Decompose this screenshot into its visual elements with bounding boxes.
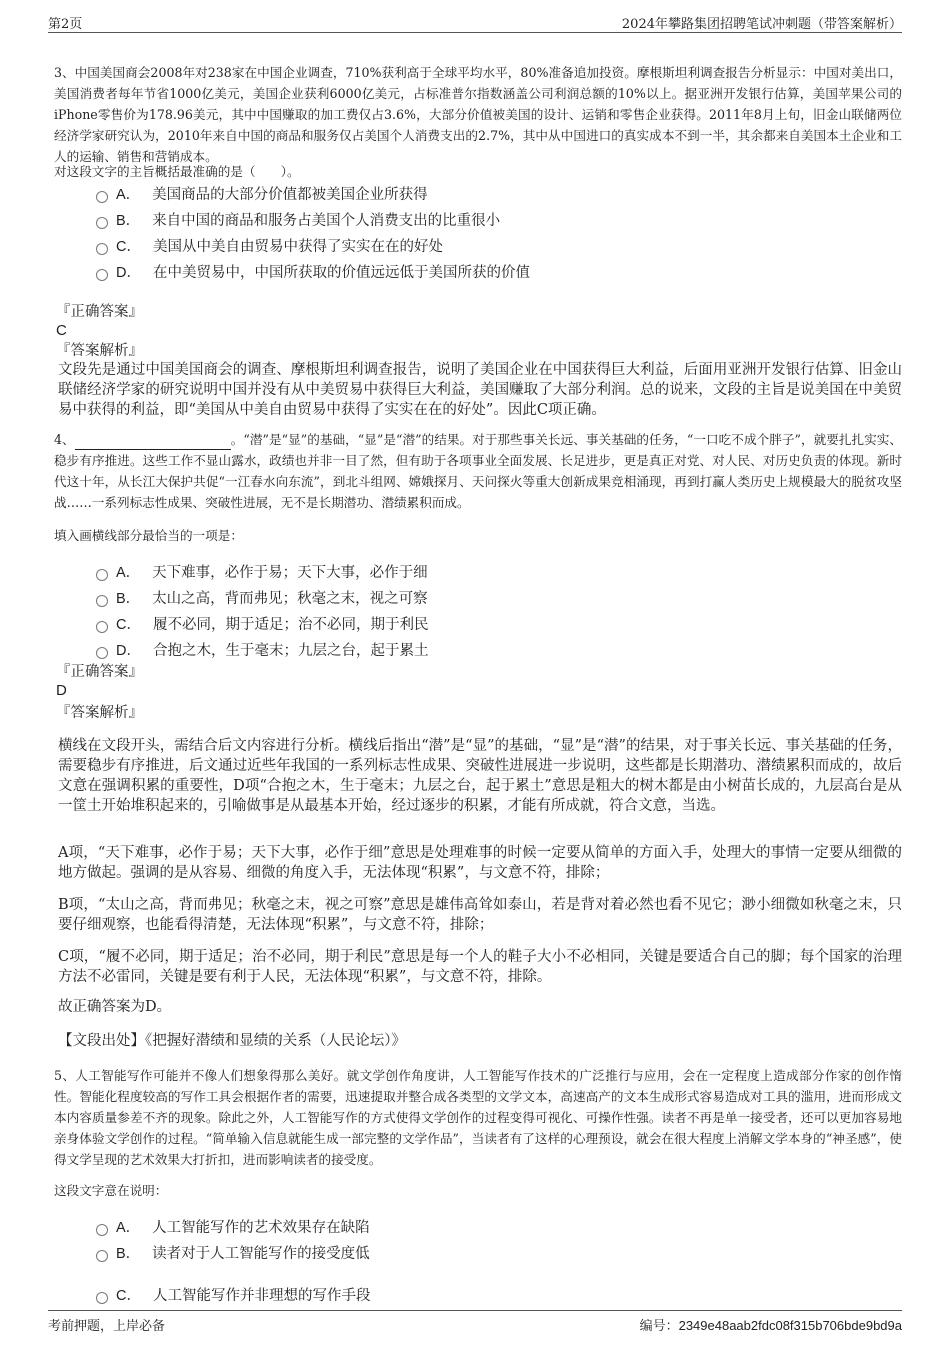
fill-blank (75, 435, 231, 450)
radio-icon[interactable] (96, 595, 108, 607)
q3-prompt: 对这段文字的主旨概括最准确的是（ ）。 (54, 164, 300, 179)
q4-source: 【文段出处】《把握好潜绩和显绩的关系（人民论坛）》 (58, 1033, 406, 1049)
q4-analysis-c: C项，“履不必同，期于适足；治不必同，期于利民”意思是每一个人的鞋子大小不必相同，关键是要适合自己的脚；每个国家的治理方法不必雷同，关键是要有利于人民，无法体现“积累”，与文意不符，排除。 (58, 949, 902, 985)
radio-icon[interactable] (96, 191, 108, 203)
q5-option-b[interactable]: B． 读者对于人工智能写作的接受度低 (96, 1239, 370, 1265)
q4-analysis-main: 横线在文段开头，需结合后文内容进行分析。横线后指出“潜”是“显”的基础，“显”是“潜”的结果，对于事关长远、事关基础的任务，需要稳步有序推进，后文通过近些年我国的一系列标志性成果、突破性进展进一步说明，这些都是长期潜功、潜绩累积而成的，故后文意在强调积累的重要性，D项“合抱之木，生于毫末；九层之台，起于累土”意思是粗大的树木都是由小树苗长成的，九层高台是从一筐土开始堆积起来的，引喻做事是从最基本开始，经过逐步的积累，才能有所成就，符合文意，当选。 (58, 738, 902, 814)
q3-option-d[interactable]: D． 在中美贸易中，中国所获取的价值远远低于美国所获的价值 (96, 258, 530, 284)
q5-option-c[interactable]: C． 人工智能写作并非理想的写作手段 (96, 1281, 370, 1307)
radio-icon[interactable] (96, 217, 108, 229)
q5-stem: 5、人工智能写作可能并不像人们想象得那么美好。就文学创作角度讲，人工智能写作技术的广泛推行与应用，会在一定程度上造成部分作家的创作惰性。智能化程度较高的写作工具会根据作者的需要，迅速提取并整合成各类型的文学文本，高速高产的文本生成形式容易造成对工具的滥用，进而形成文本内容质量参差不齐的现象。除此之外，人工智能写作的方式使得文学创作的过程变得可视化、可操作性强。读者不再是单一接受者，还可以更加容易地亲身体验文学创作的过程。“简单输入信息就能生成一部完整的文学作品”，当读者有了这样的心理预设，就会在很大程度上消解文学本身的“神圣感”，使得文学呈现的艺术效果大打折扣，进而影响读者的接受度。 (54, 1068, 902, 1167)
q4-options (96, 558, 428, 662)
q4-option-a[interactable]: A． 天下难事，必作于易；天下大事，必作于细 (96, 558, 428, 584)
document-title: 2024年攀路集团招聘笔试冲刺题（带答案解析） (621, 17, 902, 32)
q5-options (96, 1213, 370, 1265)
q3-options (96, 180, 530, 284)
q3-answer-label: 『正确答案』 (56, 304, 143, 320)
q4-analysis-b: B项，“太山之高，背而弗见；秋毫之末，视之可察”意思是雄伟高耸如泰山，若是背对着必然也看不见它；渺小细微如秋毫之末，只要仔细观察，也能看得清楚，无法体现“积累”，与文意不符，排除； (58, 897, 902, 933)
footer-slogan: 考前押题，上岸必备 (48, 1319, 166, 1334)
radio-icon[interactable] (96, 1224, 108, 1236)
q5-options-continued (96, 1281, 370, 1307)
document-code: 编号：2349e48aab2fdc08f315b706bde9bd9a (639, 1318, 902, 1333)
q4-option-d[interactable]: D． 合抱之木，生于毫末；九层之台，起于累土 (96, 636, 428, 662)
q5-prompt: 这段文字意在说明： (54, 1183, 168, 1198)
q3-analysis: 文段先是通过中国美国商会的调查、摩根斯坦利调查报告，说明了美国企业在中国获得巨大利益，后面用亚洲开发银行估算、旧金山联储经济学家的研究说明中国并没有从中美贸易中获得巨大利益，美国赚取了大部分利润。总的说来，文段的主旨是说美国在中美贸易中获得的利益，即“美国从中美自由贸易中获得了实实在在的好处”。因此C项正确。 (58, 362, 902, 418)
q4-answer: D (56, 682, 67, 699)
q3-option-b[interactable]: B． 来自中国的商品和服务占美国个人消费支出的比重很小 (96, 206, 530, 232)
radio-icon[interactable] (96, 243, 108, 255)
q4-conclusion: 故正确答案为D。 (58, 999, 172, 1015)
q3-analysis-label: 『答案解析』 (56, 343, 143, 359)
q4-option-c[interactable]: C． 履不必同，期于适足；治不必同，期于利民 (96, 610, 428, 636)
page-number: 第2页 (48, 17, 83, 32)
radio-icon[interactable] (96, 1292, 108, 1304)
radio-icon[interactable] (96, 569, 108, 581)
radio-icon[interactable] (96, 1250, 108, 1262)
q4-stem: 4、 。“潜”是“显”的基础，“显”是“潜”的结果。对于那些事关长远、事关基础的任务，“一口吃不成个胖子”，就要扎扎实实、稳步有序推进。这些工作不显山露水，政绩也并非一目了然，但有助于各项事业全面发展、长足进步，更是真正对党、对人民、对历史负责的体现。新时代这十年，从长江大保护共促“一江春水向东流”，到北斗组网、嫦娥探月、天问探火等重大创新成果竞相涌现，再到打赢人类历史上规模最大的脱贫攻坚战……一系列标志性成果、突破性进展，无不是长期潜功、潜绩累积而成。 (54, 432, 903, 510)
page-header (48, 10, 902, 33)
q3-stem: 3、中国美国商会2008年对238家在中国企业调查，710%获利高于全球平均水平，80%准备追加投资。摩根斯坦利调查报告分析显示：中国对美出口，美国消费者每年节省1000亿美元，美国企业获利6000亿美元，占标准普尔指数涵盖公司利润总额的10%以上。据亚洲开发银行估算，美国苹果公司的iPhone零售价为178.96美元，其中中国赚取的加工费仅占3.6%，大部分价值被美国的设计、运销和零售企业获得。2011年8月上旬，旧金山联储两位经济学家研究认为，2010年来自中国的商品和服务仅占美国个人消费支出的2.7%，其中从中国进口的真实成本不到一半，其余都来自美国本土企业和工人的运输、销售和营销成本。 (54, 65, 902, 164)
radio-icon[interactable] (96, 647, 108, 659)
q3-option-c[interactable]: C． 美国从中美自由贸易中获得了实实在在的好处 (96, 232, 530, 258)
radio-icon[interactable] (96, 269, 108, 281)
q5-option-a[interactable]: A． 人工智能写作的艺术效果存在缺陷 (96, 1213, 370, 1239)
q4-analysis-a: A项，“天下难事，必作于易；天下大事，必作于细”意思是处理难事的时候一定要从简单的方面入手，处理大的事情一定要从细微的地方做起。强调的是从容易、细微的角度入手，无法体现“积累”，与文意不符，排除； (58, 845, 902, 881)
q3-option-a[interactable]: A． 美国商品的大部分价值都被美国企业所获得 (96, 180, 530, 206)
q4-analysis-label: 『答案解析』 (56, 705, 143, 721)
page-footer (48, 1310, 902, 1335)
q3-answer: C (56, 322, 67, 339)
q4-answer-label: 『正确答案』 (56, 664, 143, 680)
q4-option-b[interactable]: B． 太山之高，背而弗见；秋毫之末，视之可察 (96, 584, 428, 610)
q4-prompt: 填入画横线部分最恰当的一项是： (54, 528, 243, 543)
radio-icon[interactable] (96, 621, 108, 633)
